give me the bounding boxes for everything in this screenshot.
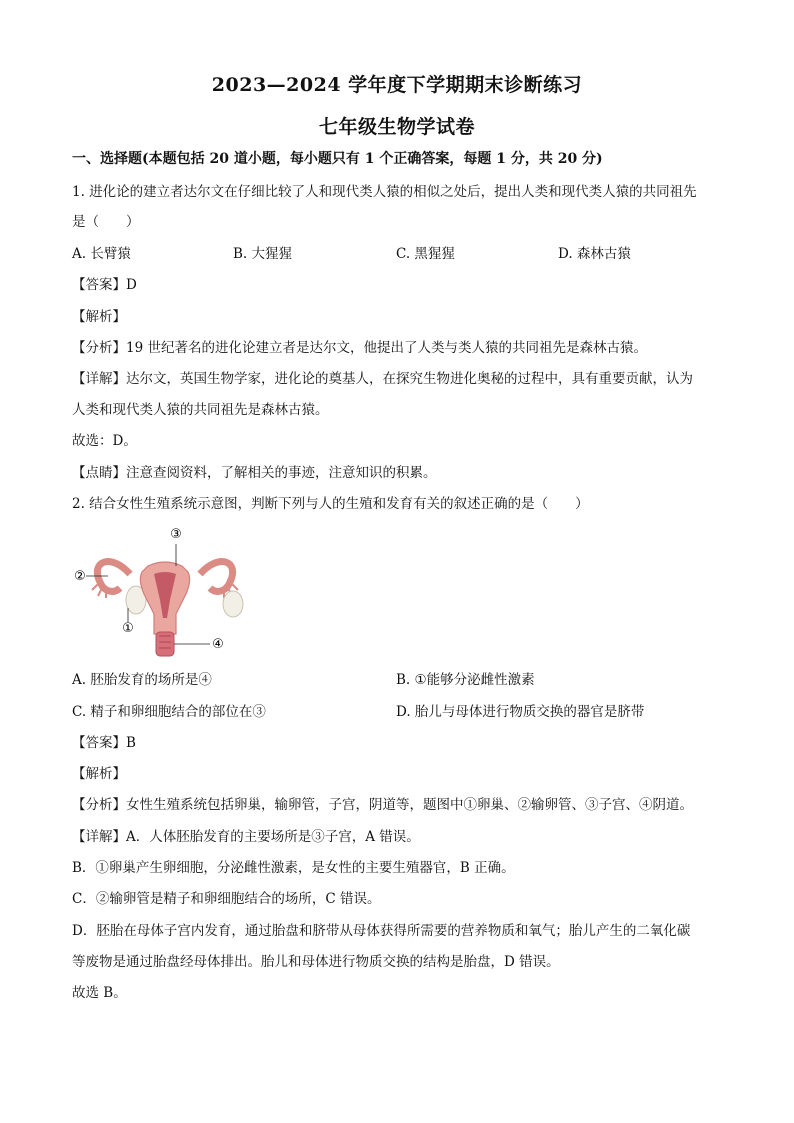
female-reproductive-system-diagram <box>70 522 260 662</box>
q2-option-d: D. 胎儿与母体进行物质交换的器官是脐带 <box>396 704 645 720</box>
exam-subtitle: 七年级生物学试卷 <box>318 116 475 138</box>
diagram-label-3: ③ <box>170 527 182 542</box>
q1-option-d: D. 森林古猿 <box>558 246 631 262</box>
q2-xiangjie-a: 【详解】A．人体胚胎发育的主要场所是③子宫，A 错误。 <box>72 829 420 845</box>
q2-answer: 【答案】B <box>72 735 136 751</box>
q2-option-c: C. 精子和卵细胞结合的部位在③ <box>72 704 266 720</box>
q2-jiexi: 【解析】 <box>72 766 126 782</box>
right-ovary <box>223 591 243 617</box>
q1-xiangjie-line1: 【详解】达尔文，英国生物学家，进化论的奠基人，在探究生物进化奥秘的过程中，具有重要贡献，认为 <box>72 371 693 387</box>
q1-conclusion: 故选：D。 <box>72 433 137 449</box>
q2-option-a: A. 胚胎发育的场所是④ <box>72 672 212 688</box>
exam-title: 2023—2024 学年度下学期期末诊断练习 <box>211 74 583 96</box>
diagram-label-2: ② <box>74 569 86 584</box>
q2-conclusion: 故选 B。 <box>72 985 127 1001</box>
q2-option-b: B. ①能够分泌雌性激素 <box>396 672 535 688</box>
q1-dianjing: 【点睛】注意查阅资料，了解相关的事迹，注意知识的积累。 <box>72 465 437 481</box>
q1-option-a: A. 长臂猿 <box>72 246 131 262</box>
q1-stem-line2: 是（ ） <box>72 214 140 230</box>
q2-xiangjie-d-line2: 等废物是通过胎盘经母体排出。胎儿和母体进行物质交换的结构是胎盘，D 错误。 <box>72 954 560 970</box>
left-fallopian-tube <box>97 562 130 592</box>
q2-stem: 2. 结合女性生殖系统示意图，判断下列与人的生殖和发育有关的叙述正确的是（ ） <box>72 496 589 512</box>
q1-stem-line1: 1. 进化论的建立者达尔文在仔细比较了人和现代类人猿的相似之处后，提出人类和现代类人猿的共同祖先 <box>72 184 697 200</box>
q1-jiexi: 【解析】 <box>72 309 126 325</box>
q2-xiangjie-c: C．②输卵管是精子和卵细胞结合的场所，C 错误。 <box>72 891 381 907</box>
q1-option-c: C. 黑猩猩 <box>396 246 455 262</box>
q1-xiangjie-line2: 人类和现代类人猿的共同祖先是森林古猿。 <box>72 402 329 418</box>
q2-xiangjie-d-line1: D．胚胎在母体子宫内发育，通过胎盘和脐带从母体获得所需要的营养物质和氧气；胎儿产生的二氧化碳 <box>72 923 691 939</box>
q1-option-b: B. 大猩猩 <box>233 246 293 262</box>
q1-answer: 【答案】D <box>72 277 137 293</box>
right-fallopian-tube <box>200 562 233 592</box>
q1-fenxi: 【分析】19 世纪著名的进化论建立者是达尔文，他提出了人类与类人猿的共同祖先是森林古猿。 <box>72 340 647 356</box>
section-heading: 一、选择题(本题包括 20 道小题，每小题只有 1 个正确答案，每题 1 分，共 20 分) <box>72 151 603 167</box>
diagram-label-1: ① <box>122 621 134 636</box>
diagram-label-4: ④ <box>212 637 224 652</box>
q2-fenxi: 【分析】女性生殖系统包括卵巢，输卵管，子宫，阴道等，题图中①卵巢、②输卵管、③子宫、④阴道。 <box>72 797 693 813</box>
q2-xiangjie-b: B．①卵巢产生卵细胞，分泌雌性激素，是女性的主要生殖器官，B 正确。 <box>72 860 515 876</box>
